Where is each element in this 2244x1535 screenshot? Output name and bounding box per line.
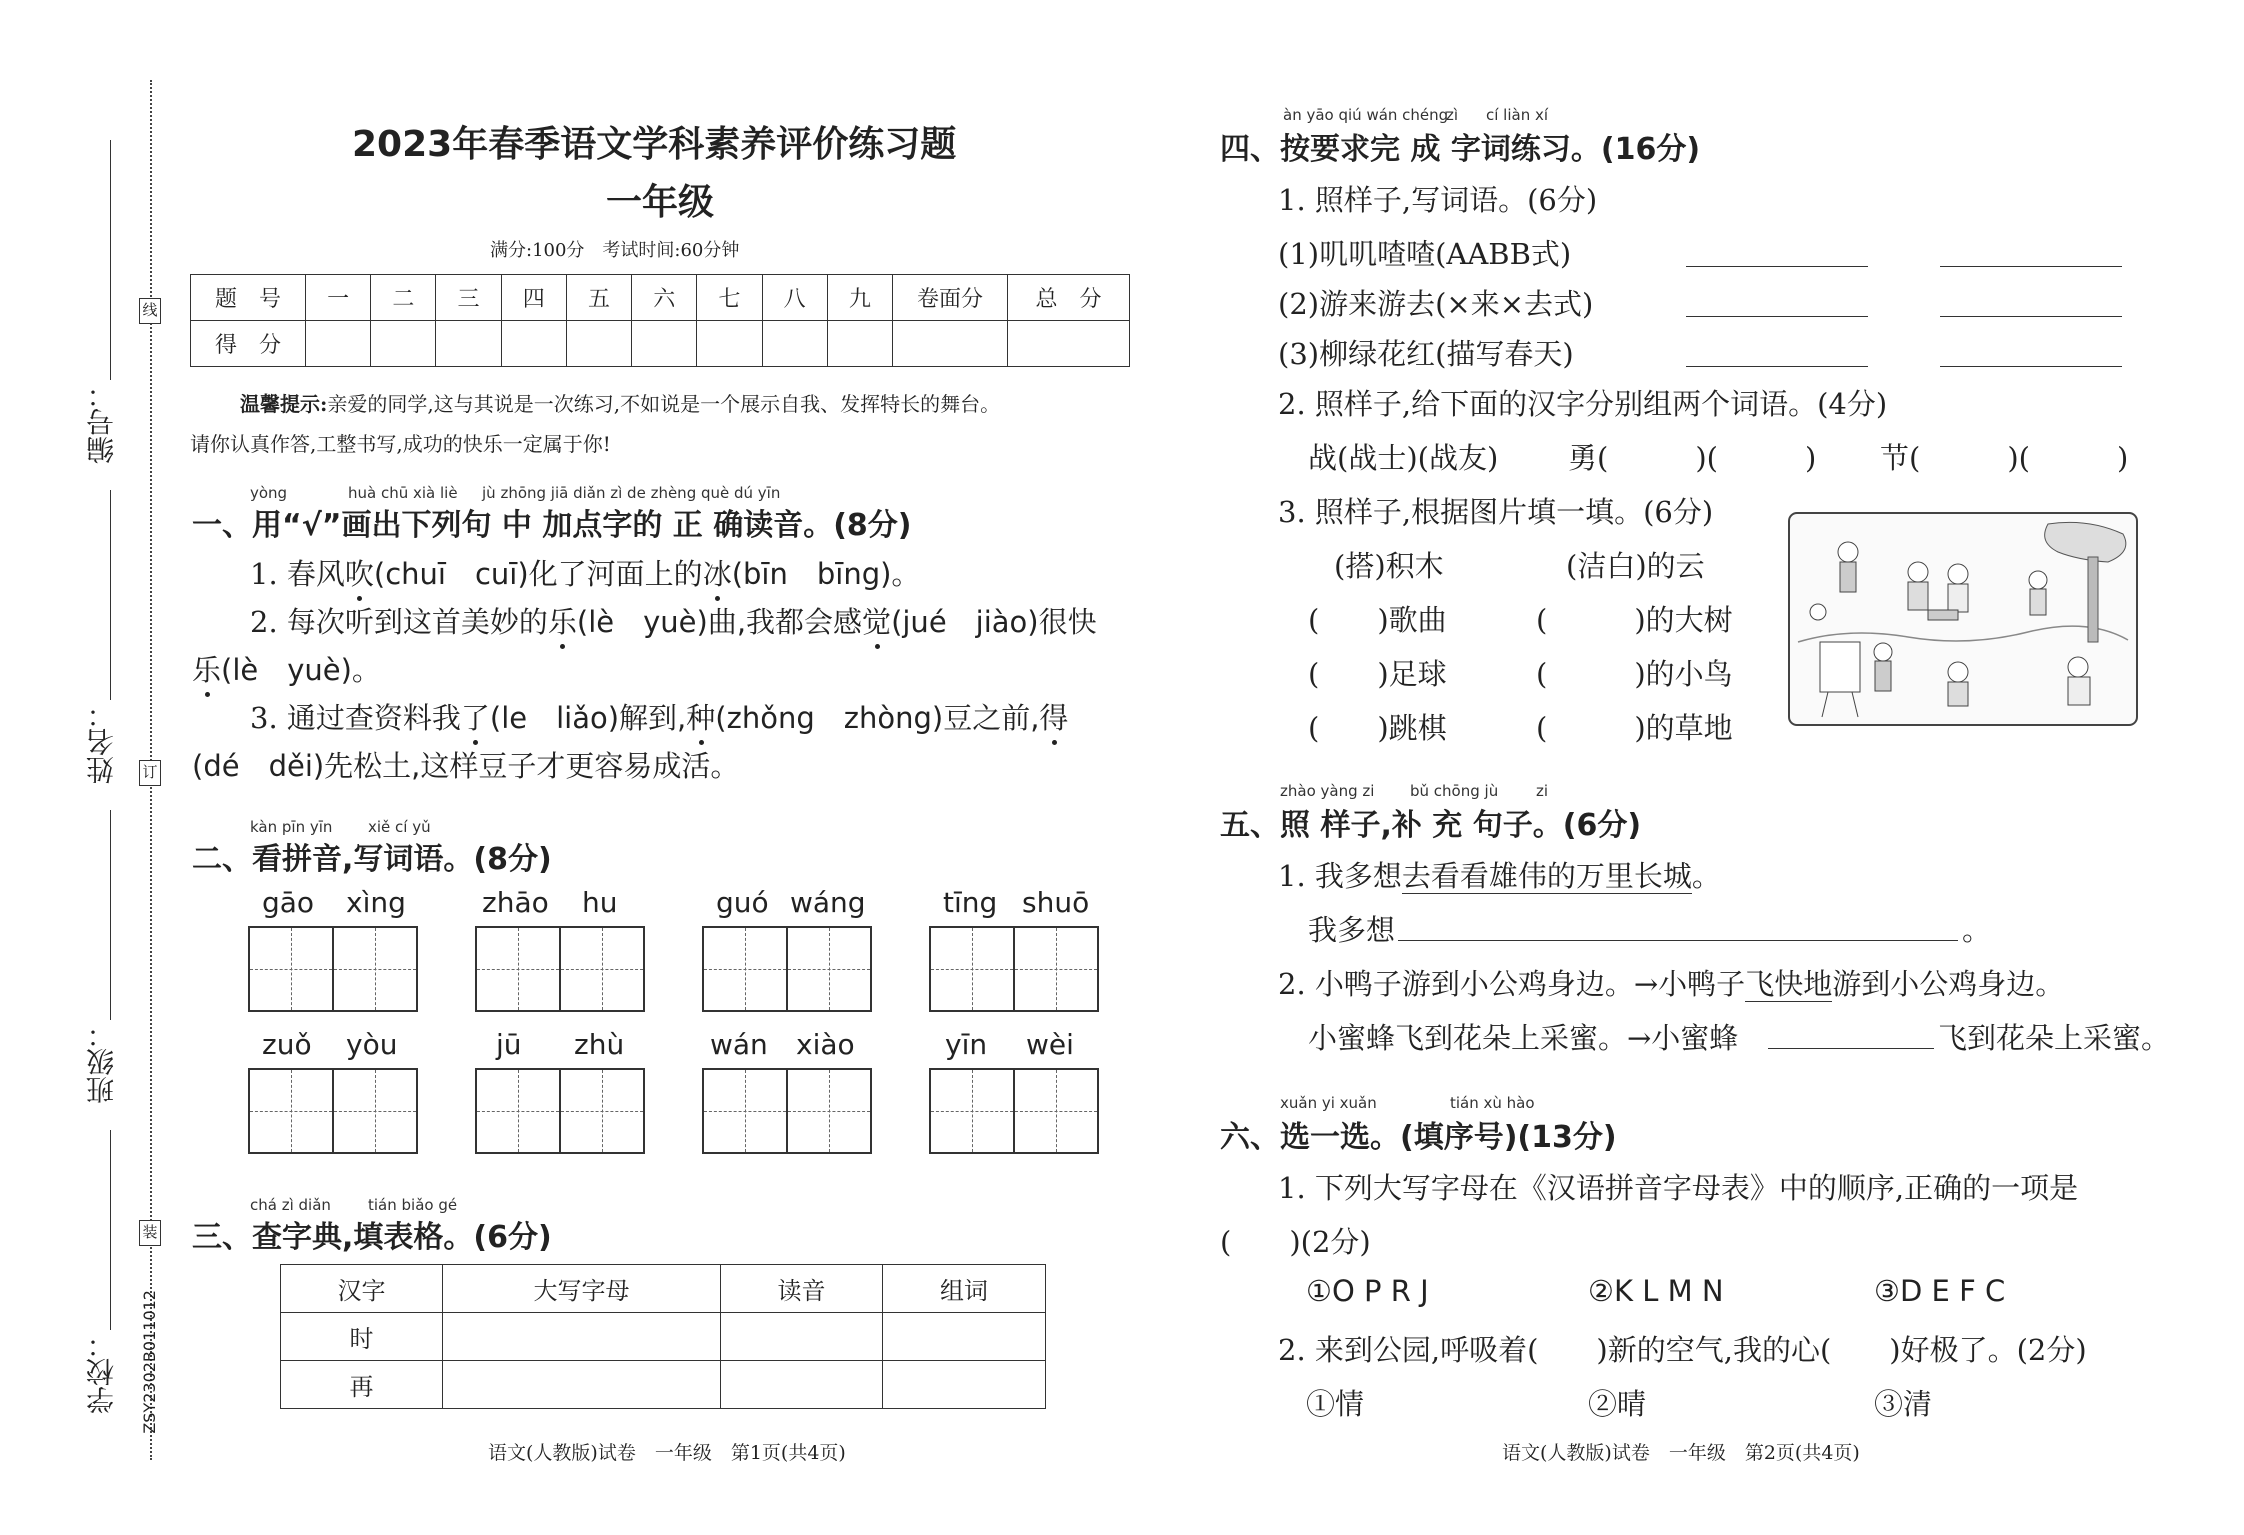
side-school-label: 学校： (85, 1330, 118, 1414)
binding-mark-3: 装 (139, 1220, 161, 1246)
pinyin: kàn pīn yīn (250, 818, 333, 836)
dict-cell[interactable] (721, 1313, 883, 1361)
answer-line[interactable] (1686, 266, 1868, 267)
q6-option[interactable]: ②晴 (1588, 1387, 1647, 1421)
dict-cell[interactable] (443, 1361, 721, 1409)
q6-option[interactable]: ③清 (1874, 1387, 1933, 1421)
footer-page-1: 语文(人教版)试卷 一年级 第1页(共4页) (488, 1442, 846, 1464)
q4-fill[interactable]: ( )的大树 (1536, 603, 1733, 637)
pinyin: yòng (250, 484, 288, 502)
q4-sub-3: 3. 照样子,根据图片填一填。(6分) (1278, 495, 1714, 529)
q4-fill[interactable]: ( )足球 (1308, 657, 1447, 691)
score-cell[interactable] (632, 321, 697, 367)
side-school-line[interactable] (110, 1130, 111, 1330)
score-header: 总 分 (1008, 275, 1130, 321)
pinyin: zhào yàng zi (1280, 782, 1375, 800)
pinyin: tián biǎo gé (368, 1196, 458, 1214)
text: 1. 我多想 (1278, 859, 1402, 893)
score-header: 二 (371, 275, 436, 321)
binding-mark-2: 订 (139, 760, 161, 786)
dict-char: 再 (281, 1361, 443, 1409)
dotted-char: 得 (1039, 701, 1069, 735)
text: 3. 通过查资料我 (250, 701, 461, 735)
dict-header: 汉字 (281, 1265, 443, 1313)
score-cell[interactable] (762, 321, 827, 367)
q4-fill[interactable]: ( )的小鸟 (1536, 657, 1733, 691)
dict-header: 组词 (883, 1265, 1046, 1313)
tip-label: 温馨提示: (240, 392, 328, 416)
grid-pinyin: yīn (945, 1028, 988, 1061)
dotted-char: 种 (686, 701, 716, 735)
q4-item-2: (2)游来游去(×来×去式) (1278, 287, 1594, 321)
dotted-char: 觉 (862, 605, 892, 639)
q6-line-2: 2. 来到公园,呼吸着( )新的空气,我的心( )好极了。(2分) (1278, 1333, 2087, 1367)
q6-option[interactable]: ①O P R J (1306, 1274, 1429, 1308)
page-title: 2023年春季语文学科素养评价练习题 (352, 124, 957, 165)
q4-fill[interactable]: ( )歌曲 (1308, 603, 1447, 637)
q6-option[interactable]: ③D E F C (1874, 1274, 2006, 1308)
pinyin: chá zì diǎn (250, 1196, 331, 1214)
grid-pinyin: yòu (346, 1028, 398, 1061)
text: (zhǒng zhòng)豆之前, (715, 701, 1040, 735)
q1-line-4 (250, 696, 1068, 737)
score-cell[interactable] (436, 321, 501, 367)
pinyin: bǔ chōng jù (1410, 782, 1499, 800)
side-class-line[interactable] (110, 810, 111, 1020)
grid-pinyin: guó (716, 886, 769, 919)
q6-line-1b[interactable]: ( )(2分) (1220, 1225, 1371, 1259)
side-name-line[interactable] (110, 490, 111, 700)
score-cell[interactable] (697, 321, 762, 367)
pinyin: huà chū xià liè (348, 484, 458, 502)
dict-cell[interactable] (883, 1361, 1046, 1409)
q6-title: 六、选一选。(填序号)(13分) (1220, 1120, 1617, 1155)
grid-pinyin: shuō (1022, 886, 1090, 919)
pinyin: zì (1446, 106, 1459, 124)
tip (240, 388, 1000, 417)
q5-line-4: 小蜜蜂飞到花朵上采蜜。→小蜜蜂 (1308, 1021, 1739, 1055)
q5-line-3 (1278, 962, 2064, 1003)
writing-grid[interactable] (248, 1068, 418, 1154)
binding-mark-1: 线 (139, 298, 161, 324)
q4-title: 四、按要求完 成 字词练习。(16分) (1220, 132, 1701, 167)
grid-pinyin: zhāo (482, 886, 549, 919)
pinyin: tián xù hào (1450, 1094, 1535, 1112)
q4-fill[interactable]: ( )的草地 (1536, 711, 1733, 745)
text: 1. 春风 (250, 557, 345, 591)
q5-line-4-end: 飞到花朵上采蜜。 (1938, 1021, 2171, 1055)
q4-sub-1: 1. 照样子,写词语。(6分) (1278, 183, 1598, 217)
q6-option[interactable]: ②K L M N (1588, 1274, 1724, 1308)
grid-pinyin: tīng (943, 886, 998, 919)
writing-grid[interactable] (929, 926, 1099, 1012)
q4-blank-jie[interactable]: 节( )( ) (1880, 441, 2129, 475)
q4-item-1: (1)叽叽喳喳(AABB式) (1278, 237, 1572, 271)
grid-pinyin: xìng (346, 886, 406, 919)
grid-pinyin: zhù (574, 1028, 625, 1061)
text: 2. 小鸭子游到小公鸡身边。→小鸭子 (1278, 967, 1746, 1001)
score-header: 九 (827, 275, 892, 321)
pinyin: xiě cí yǔ (368, 818, 431, 836)
q5-title: 五、照 样子,补 充 句子。(6分) (1220, 808, 1642, 843)
text: (le liǎo)解到, (489, 701, 687, 735)
text: (chuī cuī)化了河面上的 (373, 557, 703, 591)
q1-line-2 (250, 600, 1097, 641)
score-cell[interactable] (893, 321, 1008, 367)
score-table (190, 274, 1130, 367)
dotted-char: 冰 (702, 557, 732, 591)
grid-pinyin: zuǒ (262, 1028, 312, 1061)
answer-line[interactable] (1940, 366, 2122, 367)
dict-cell[interactable] (721, 1361, 883, 1409)
text: (jué jiào)很快 (891, 605, 1097, 639)
writing-grid[interactable] (475, 1068, 645, 1154)
q4-fill: (搭)积木 (1334, 549, 1444, 583)
exam-info: 满分:100分 考试时间:60分钟 (490, 240, 740, 261)
score-cell[interactable] (371, 321, 436, 367)
text: 游到小公鸡身边。 (1832, 967, 2065, 1001)
q4-blank-yong[interactable]: 勇( )( ) (1568, 441, 1817, 475)
grid-pinyin: xiào (796, 1028, 855, 1061)
answer-line[interactable] (1940, 316, 2122, 317)
q4-example: 战(战士)(战友) (1308, 441, 1499, 475)
text: 。 (1691, 859, 1721, 893)
text: (lè yuè)曲,我都会感 (576, 605, 863, 639)
q1-line-3 (192, 648, 381, 689)
dotted-char: 吹 (344, 557, 374, 591)
dotted-char: 乐 (547, 605, 577, 639)
grid-pinyin: wèi (1026, 1028, 1074, 1061)
answer-line[interactable] (1686, 316, 1868, 317)
score-header: 五 (566, 275, 631, 321)
dict-table (280, 1264, 1046, 1409)
side-number-line[interactable] (110, 140, 111, 380)
writing-grid[interactable] (248, 926, 418, 1012)
underlined-text: 飞快地 (1745, 967, 1833, 1001)
grid-pinyin: hu (582, 886, 618, 919)
side-name-label: 姓名： (85, 700, 118, 784)
q6-line-1: 1. 下列大写字母在《汉语拼音字母表》中的顺序,正确的一项是 (1278, 1171, 2079, 1205)
score-header: 八 (762, 275, 827, 321)
writing-grid[interactable] (475, 926, 645, 1012)
q6-option[interactable]: ①情 (1306, 1387, 1365, 1421)
answer-line[interactable] (1940, 266, 2122, 267)
text: 2. 每次听到这首美妙的 (250, 605, 548, 639)
q4-fill[interactable]: ( )跳棋 (1308, 711, 1447, 745)
underlined-text: 去看看雄伟的万里长城 (1401, 859, 1692, 893)
score-cell[interactable] (566, 321, 631, 367)
score-header: 三 (436, 275, 501, 321)
pinyin: cí liàn xí (1486, 106, 1549, 124)
score-header: 题 号 (191, 275, 306, 321)
score-header: 七 (697, 275, 762, 321)
pinyin: xuǎn yi xuǎn (1280, 1094, 1377, 1112)
park-illustration (1788, 512, 2138, 726)
q4-item-3: (3)柳绿花红(描写春天) (1278, 337, 1574, 371)
q5-line-1 (1278, 854, 1721, 895)
q3-title: 三、查字典,填表格。(6分) (192, 1220, 552, 1255)
score-cell[interactable] (306, 321, 371, 367)
score-header: 卷面分 (893, 275, 1008, 321)
grid-pinyin: wáng (790, 886, 866, 919)
writing-grid[interactable] (929, 1068, 1099, 1154)
q1-title: 一、用“√”画出下列句 中 加点字的 正 确读音。(8分) (192, 508, 912, 543)
tip-text-2: 请你认真作答,工整书写,成功的快乐一定属于你! (190, 432, 611, 456)
pinyin: zi (1536, 782, 1549, 800)
q2-title: 二、看拼音,写词语。(8分) (192, 842, 552, 877)
text: (bīn bīng)。 (731, 557, 921, 591)
grid-pinyin: wán (710, 1028, 768, 1061)
q4-sub-2: 2. 照样子,给下面的汉字分别组两个词语。(4分) (1278, 387, 1888, 421)
pinyin: jù zhōng jiā diǎn zì de zhèng què dú yīn (482, 484, 781, 502)
answer-line[interactable] (1768, 1048, 1934, 1049)
score-cell[interactable] (1008, 321, 1130, 367)
tip-text: 亲爱的同学,这与其说是一次练习,不如说是一个展示自我、发挥特长的舞台。 (327, 392, 1001, 416)
dict-header: 大写字母 (443, 1265, 721, 1313)
writing-grid[interactable] (702, 1068, 872, 1154)
q5-line-2-end: 。 (1962, 913, 1992, 947)
q1-line-1 (250, 552, 920, 593)
q5-line-2: 我多想 (1308, 913, 1396, 947)
score-header: 四 (501, 275, 566, 321)
score-row-label: 得 分 (191, 321, 306, 367)
writing-grid[interactable] (702, 926, 872, 1012)
score-header: 一 (306, 275, 371, 321)
answer-line[interactable] (1398, 940, 1958, 941)
side-number-label: 编号： (85, 380, 118, 464)
footer-page-2: 语文(人教版)试卷 一年级 第2页(共4页) (1502, 1442, 1860, 1464)
grid-pinyin: jū (496, 1028, 522, 1061)
dotted-char: 了 (460, 701, 490, 735)
text: (lè yuè)。 (221, 653, 381, 687)
grade-title: 一年级 (606, 182, 715, 223)
score-header: 六 (632, 275, 697, 321)
dict-header: 读音 (721, 1265, 883, 1313)
grid-pinyin: gāo (262, 886, 315, 919)
q4-fill: (洁白)的云 (1566, 549, 1705, 583)
dict-cell[interactable] (443, 1313, 721, 1361)
q1-line-5: (dé děi)先松土,这样豆子才更容易成活。 (192, 749, 740, 783)
dotted-char: 乐 (192, 653, 222, 687)
pinyin: àn yāo qiú wán chéng (1283, 106, 1449, 124)
score-cell[interactable] (501, 321, 566, 367)
dict-char: 时 (281, 1313, 443, 1361)
side-class-label: 班级： (85, 1020, 118, 1104)
score-cell[interactable] (827, 321, 892, 367)
answer-line[interactable] (1686, 366, 1868, 367)
dict-cell[interactable] (883, 1313, 1046, 1361)
paper-code: ZSY2302B011012 (140, 1290, 159, 1434)
